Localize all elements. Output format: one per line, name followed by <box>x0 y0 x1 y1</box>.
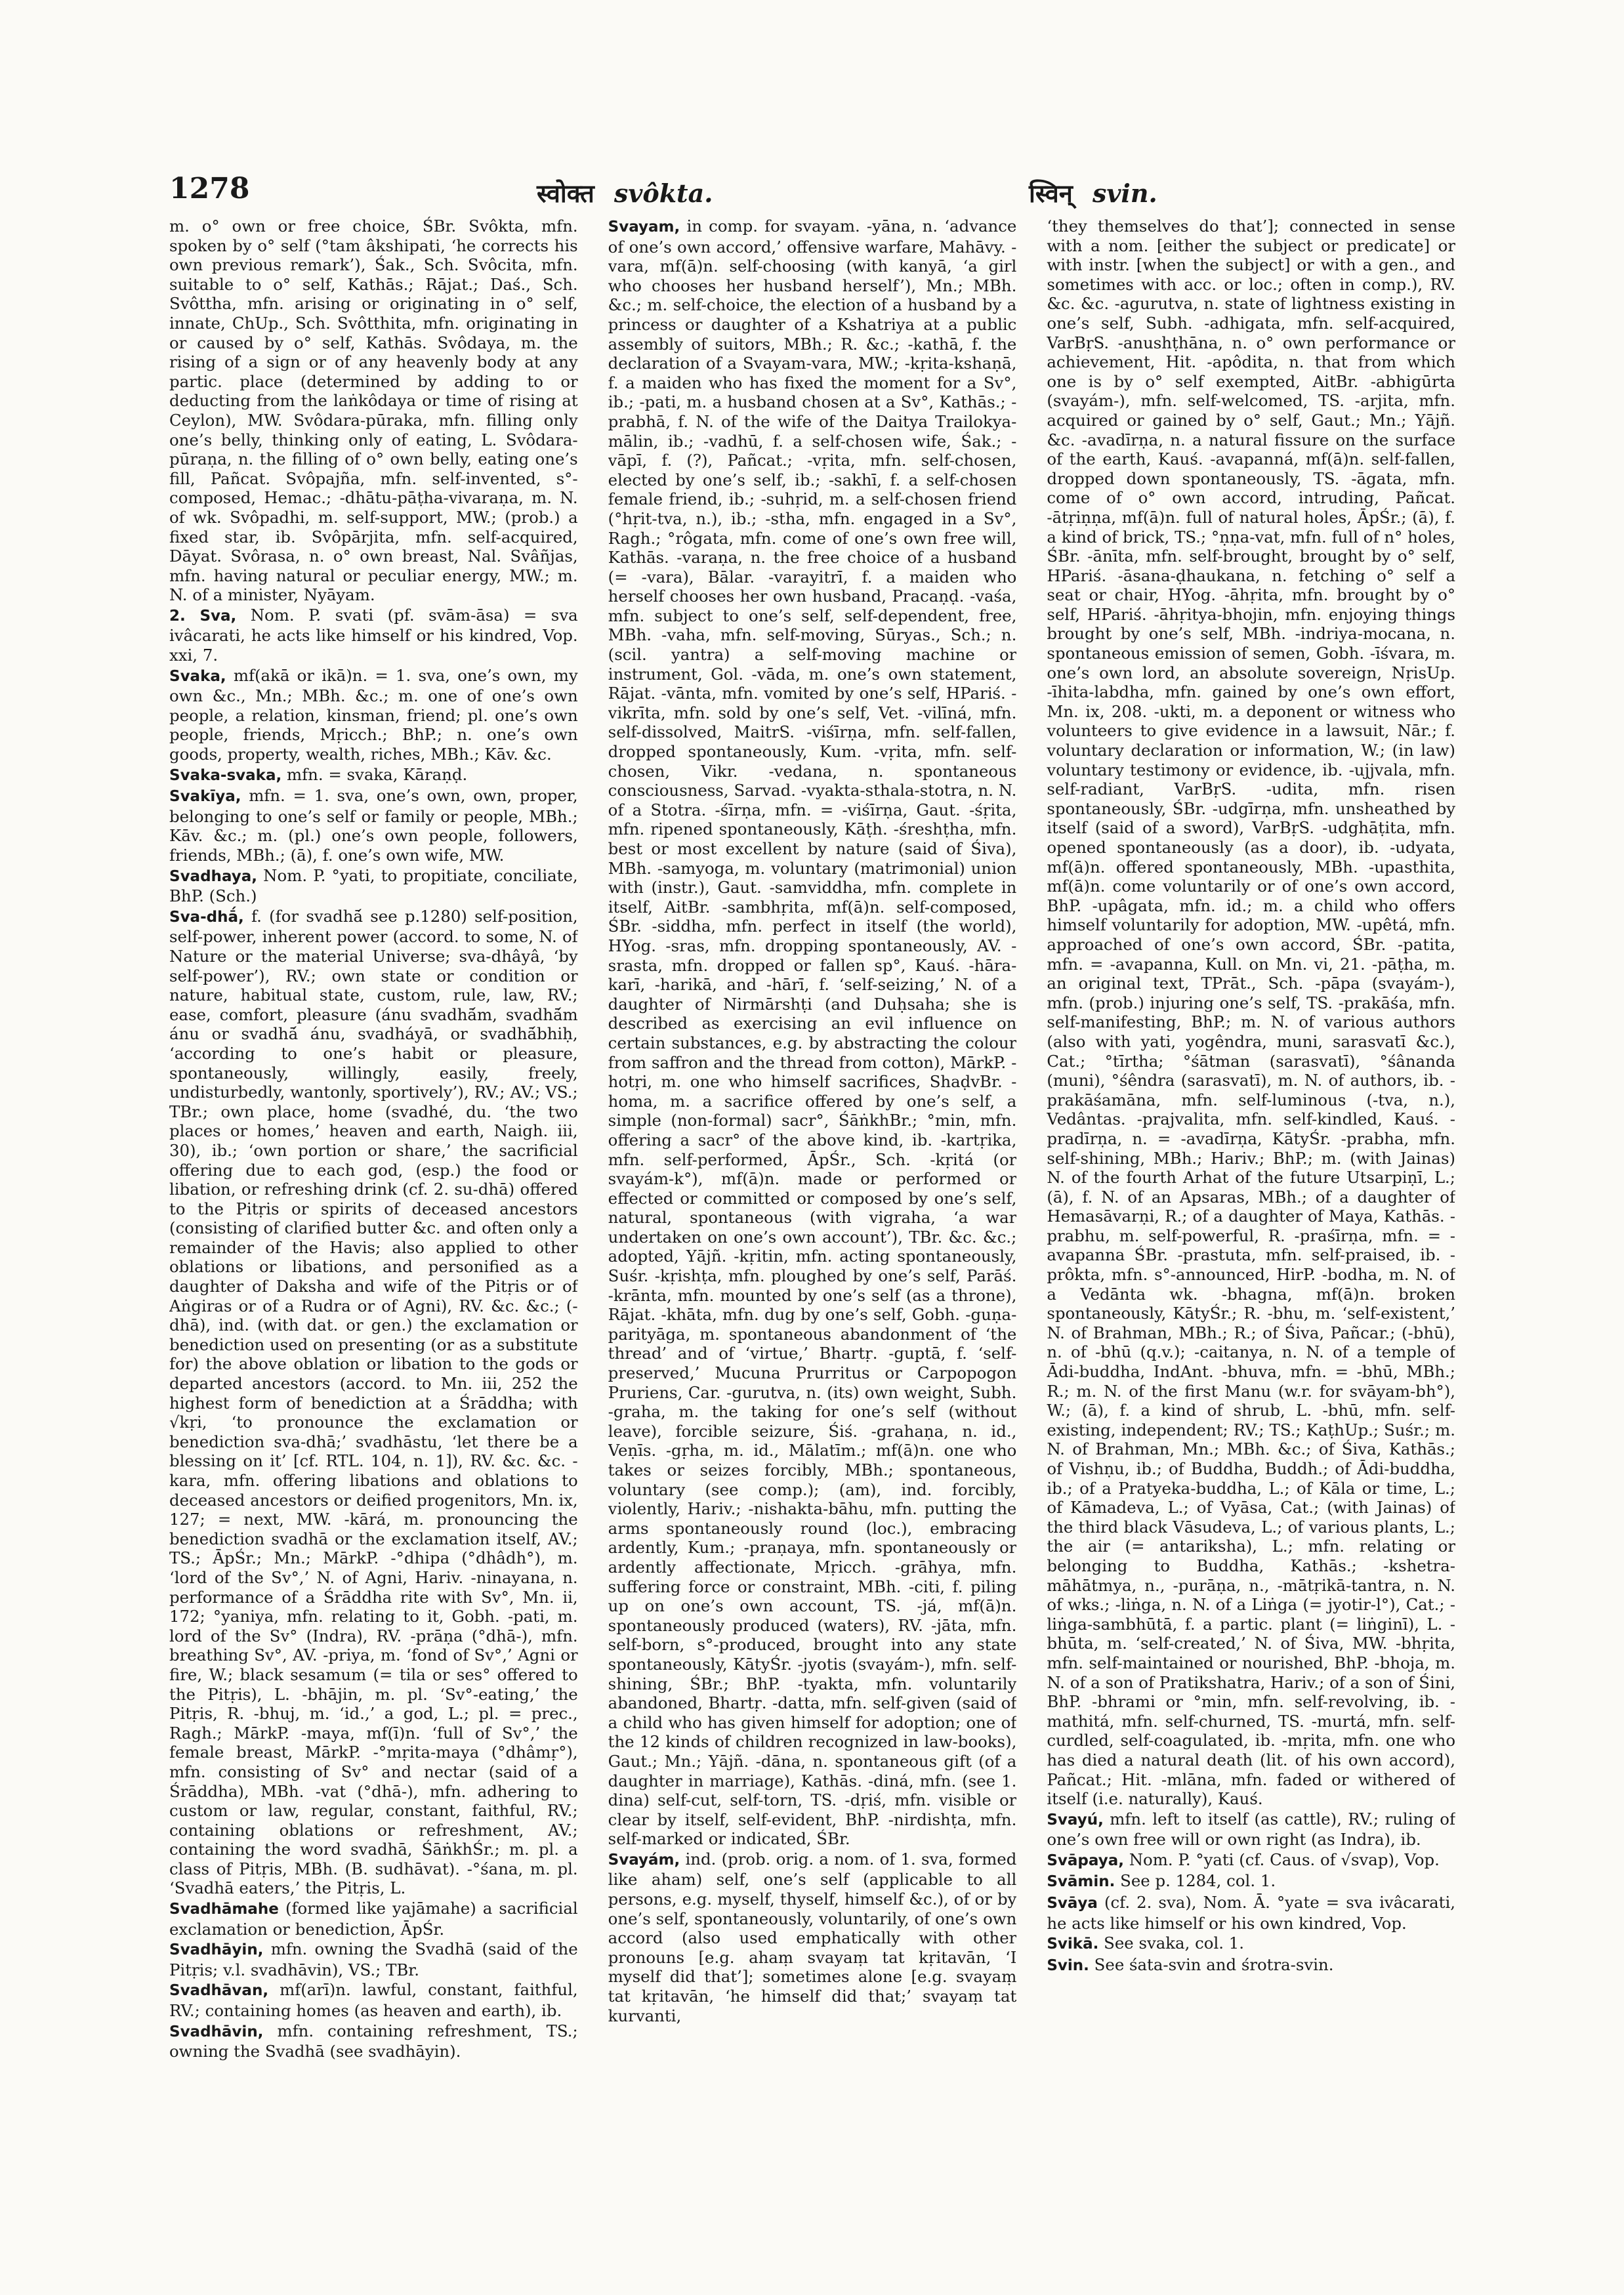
entry-headword: Svaka-svaka, <box>169 766 282 784</box>
dictionary-entry <box>169 606 578 665</box>
right-headword-devanagari: स्विन् <box>1029 179 1073 208</box>
entry-text: mf(arī)n. lawful, constant, faithful, RV.; containing homes (as heaven and earth), ib. <box>169 1980 578 2021</box>
page-number: 1278 <box>169 172 250 205</box>
dictionary-entry <box>1047 1955 1455 1976</box>
entry-text: mfn. containing refreshment, TS.; owning the Svadhā (see svadhāyin). <box>169 2021 578 2061</box>
entry-headword: Sva-dhā́, <box>169 908 244 926</box>
entry-text: Nom. P. svati (pf. svām-āsa) = sva ivâcarati, he acts like himself or his kindred, Vop. xxi, 7. <box>169 605 578 665</box>
entry-text: mfn. = 1. sva, one’s own, own, proper, belonging to one’s self or family or people, MBh.; Kāv. &c.; m. (pl.) one’s own people, followers, friends, MBh.; (ā), f. one’s own wife, MW. <box>169 786 578 865</box>
entry-headword: Svayám, <box>608 1851 680 1869</box>
entry-text: ind. (prob. orig. a nom. of 1. sva, formed like aham) self, one’s self (applicable to all persons, e.g. myself, thyself, himself &c.), of or by one’s self, spontaneously, voluntarily, of one’s own accord (also used emphatically with other pronouns [e.g. ahaṃ svayaṃ tat kṛitavān, ‘I myself did that’]; sometimes alone [e.g. svayaṃ tat kṛitavān, ‘he himself did that;’ svayaṃ tat kurvanti, <box>608 1849 1017 2025</box>
entry-text: See p. 1284, col. 1. <box>1120 1871 1276 1891</box>
entry-text: mfn. owning the Svadhā (said of the Pitṛis; v.l. svadhāvin), VS.; TBr. <box>169 1939 578 1979</box>
entry-headword: 2. Sva, <box>169 607 237 625</box>
entry-headword: Svadhāvan, <box>169 1982 269 2000</box>
entry-headword: Svayú, <box>1047 1811 1104 1829</box>
dictionary-entry <box>1047 1850 1455 1871</box>
dictionary-entry <box>169 786 578 865</box>
entry-text: m. o° own or free choice, ŚBr. Svôkta, mfn. spoken by o° self (°tam âkshipati, ‘he corrects his own previous remark’), Śak., Sch. Svôcita, mfn. suitable to o° self, Kathās.; Rājat.; Daś., Sch. Svôttha, mfn. arising or originating in o° self, innate, ChUp., Sch. Svôtthita, mfn. originating in or caused by o° self, Kathās. Svôdaya, m. the rising of a sign or of any heavenly body at any partic. place (determined by adding to or deducting from the laṅkôdaya or time of rising at Ceylon), MW. Svôdara-pūraka, mfn. filling only one’s belly, thinking only of eating, L. Svôdara-pūraṇa, n. the filling of o° own belly, eating one’s fill, Pañcat. Svôpajña, mfn. self-invented, s°-composed, Hemac.; -dhātu-pāṭha-vivaraṇa, m. N. of wk. Svôpadhi, m. self-support, MW.; (prob.) a fixed star, ib. Svôpārjita, mfn. self-acquired, Dāyat. Svôrasa, n. o° own breast, Nal. Svâñjas, mfn. having natural or peculiar energy, MW.; m. N. of a minister, Nyāyam. <box>169 217 578 605</box>
entry-headword: Svayam, <box>608 218 680 236</box>
entry-text: (cf. 2. sva), Nom. Ā. °yate = sva ivâcarati, he acts like himself or his own kindred, Vop. <box>1047 1893 1456 1933</box>
entry-text: See svaka, col. 1. <box>1104 1933 1245 1953</box>
dictionary-entry <box>169 1899 578 1939</box>
entry-text: Nom. P. °yati, to propitiate, conciliate, BhP. (Sch.) <box>169 865 578 906</box>
entry-text: in comp. for svayam. -yāna, n. ‘advance of one’s own accord,’ offensive warfare, Mahāvy. -vara, mf(ā)n. self-choosing (with kanyā, ‘a girl who chooses her husband herself’), Mn.; MBh. &c.; m. self-choice, the election of a husband by a princess or daughter of a Kshatriya at a public assembly of suitors, MBh.; R. &c.; -kathā, f. the declaration of a Svayam-vara, MW.; -kṛita-kshaṇā, f. a maiden who has fixed the moment for a Sv°, ib.; -pati, m. a husband chosen at a Sv°, Kathās.; -prabhā, f. N. of the wife of the Daitya Trailokya-mālin, ib.; -vadhū, f. a self-chosen wife, Śak.; -vāpī, f. (?), Pañcat.; -vṛita, mfn. self-chosen, elected by one’s self, ib.; -sakhī, f. a self-chosen female friend, ib.; -suhṛid, m. a self-chosen friend (°hṛit-tva, n.), ib.; -stha, mfn. engaged in a Sv°, Ragh.; °rôgata, mfn. come of one’s own free will, Kathās. -varaṇa, n. the free choice of a husband (= -vara), Bālar. -varayitrī, f. a maiden who herself chooses her own husband, Pracaṇḍ. -vaśa, mfn. subject to one’s self, self-dependent, free, MBh. -vaha, mfn. self-moving, Sūryas., Sch.; n. (scil. yantra) a self-moving machine or instrument, Gol. -vāda, m. one’s own statement, Rājat. -vānta, mfn. vomited by one’s self, HPariś. -vikrīta, mfn. sold by one’s self, Vet. -vilīná, mfn. self-dissolved, MaitrS. -viśīrṇa, mfn. self-fallen, dropped spontaneously, Kum. -vṛita, mfn. self-chosen, Vikr. -vedana, n. spontaneous consciousness, Sarvad. -vyakta-sthala-stotra, n. N. of a Stotra. -śīrṇa, mfn. = -viśīrṇa, Gaut. -śṛita, mfn. ripened spontaneously, Kāṭh. -śreshṭha, mfn. best or most excellent by nature (said of Śiva), MBh. -samyoga, m. voluntary (matrimonial) union with (instr.), Gaut. -samviddha, mfn. complete in itself, AitBr. -sambhṛita, mf(ā)n. self-composed, ŚBr. -siddha, mfn. perfect in itself (the world), HYog. -sras, mfn. dropping spontaneously, AV. -srasta, mfn. dropped or fallen sp°, Kauś. -hāra-karī, -harikā, and -hārī, f. ‘self-seizing,’ N. of a daughter of Nirmārshṭi (and Duḥsaha; she is described as exercising an evil influence on certain substances, e.g. by abstracting the colour from saffron and the thread from cotton), MārkP. -hotṛi, m. one who himself sacrifices, ShaḍvBr. -homa, m. a sacrifice offered by one’s self, a simple (non-formal) sacr°, ŚāṅkhBr.; °min, mfn. offering a sacr° of the above kind, ib. -kartṛika, mfn. self-performed, ĀpŚr., Sch. -kṛitá (or svayám-k°), mf(ā)n. made or performed or effected or committed or composed by one’s self, natural, spontaneous (with vigraha, ‘a war undertaken on one’s own account’), TBr. &c. &c.; adopted, Yājñ. -kṛitin, mfn. acting spontaneously, Suśr. -kṛishṭa, mfn. ploughed by one’s self, Parāś. -krānta, mfn. mounted by one’s self (as a throne), Rājat. -khāta, mfn. dug by one’s self, Gobh. -guṇa-parityāga, m. spontaneous abandonment of ‘the thread’ and of ‘virtue,’ Bhartṛ. -guptā, f. ‘self-preserved,’ Mucuna Prurritus or Carpopogon Pruriens, Car. -gurutva, n. (its) own weight, Subh. -graha, m. the taking for one’s self (without leave), forcible seizure, Śiś. -grahaṇa, n. id., Veṇīs. -gṛha, m. id., Mālatīm.; mf(ā)n. one who takes or seizes forcibly, MBh.; spontaneous, voluntary (see comp.); (am), ind. forcibly, violently, Hariv.; -nishakta-bāhu, mfn. putting the arms spontaneously round (loc.), embracing ardently, Kum.; -praṇaya, mfn. spontaneously or ardently affectionate, Mṛicch. -grāhya, mfn. suffering force or constraint, MBh. -citi, f. piling up on one’s own account, TS. -já, mf(ā)n. spontaneously produced (waters), RV. -jāta, mfn. self-born, s°-produced, brought into any state spontaneously, KātyŚr. -jyotis (svayám-), mfn. self-shining, ŚBr.; BhP. -tyakta, mfn. voluntarily abandoned, Bhartṛ. -datta, mfn. self-given (said of a child who has given himself for adoption; one of the 12 kinds of children recognized in law-books), Gaut.; Mn.; Yājñ. -dāna, n. spontaneous gift (of a daughter in marriage), Kathās. -diná, mfn. (see 1. dina) self-cut, self-torn, TS. -dṛiś, mfn. visible or clear by itself, self-evident, BhP. -nirdishṭa, mfn. self-marked or indicated, ŚBr. <box>608 217 1017 1849</box>
dictionary-entry <box>1047 1809 1455 1850</box>
entry-text: Nom. P. °yati (cf. Caus. of √svap), Vop. <box>1129 1850 1440 1869</box>
left-headword-devanagari: स्वोक्त <box>537 179 594 208</box>
entry-headword: Svin. <box>1047 1956 1089 1974</box>
column-2 <box>608 217 1017 2264</box>
right-headword-latin: svin. <box>1092 178 1157 208</box>
entry-text: ‘they themselves do that’]; connected in sense with a nom. [either the subject or predicate] or with instr. [when the subject] or with a gen., and sometimes with acc. or loc.; often in comp.), RV. &c. &c. -agurutva, n. state of lightness existing in one’s self, Subh. -adhigata, mfn. self-acquired, VarBṛS. -anushṭhāna, n. o° own performance or achievement, Hit. -apôdita, n. that from which one is by o° self exempted, AitBr. -abhigūrta (svayám-), mfn. self-welcomed, TS. -arjita, mfn. acquired or gained by o° self, Gaut.; Mn.; Yājñ. &c. -avadīrṇa, n. a natural fissure on the surface of the earth, Kauś. -avapanná, mf(ā)n. self-fallen, dropped down spontaneously, TS. -āgata, mfn. come of o° own accord, intruding, Pañcat. -ātṛiṇṇa, mf(ā)n. full of natural holes, ĀpŚr.; (ā), f. a kind of brick, TS.; °ṇṇa-vat, mfn. full of n° holes, ŚBr. -ānīta, mfn. self-brought, brought by o° self, HPariś. -āsana-ḍhaukana, n. fetching o° self a seat or chair, HYog. -āhṛita, mfn. brought by o° self, HPariś. -āhṛitya-bhojin, mfn. enjoying things brought by one’s self, MBh. -indriya-mocana, n. spontaneous emission of semen, Gobh. -īśvara, m. one’s own lord, an absolute sovereign, NṛisUp. -īhita-labdha, mfn. gained by one’s own effort, Mn. ix, 208. -ukti, m. a deponent or witness who volunteers to give evidence in a lawsuit, Nār.; f. voluntary declaration or information, W.; (in law) voluntary testimony or evidence, ib. -ujjvala, mfn. self-radiant, VarBṛS. -udita, mfn. risen spontaneously, ŚBr. -udgīrṇa, mfn. unsheathed by itself (said of a sword), VarBṛS. -udghāṭita, mfn. opened spontaneously (as a door), ib. -udyata, mf(ā)n. offered spontaneously, MBh. -upasthita, mf(ā)n. come voluntarily or of one’s own accord, BhP. -upâgata, mfn. id.; m. a child who offers himself voluntarily for adoption, MW. -upêtá, mfn. approached of one’s own accord, ŚBr. -patita, mfn. = -avapanna, Kull. on Mn. vi, 21. -pāṭha, m. an original text, TPrāt., Sch. -pāpa (svayám-), mfn. (prob.) injuring one’s self, TS. -prakāśa, mfn. self-manifesting, BhP.; m. N. of various authors (also with yati, yogêndra, muni, sarasvatī &c.), Cat.; °tīrtha; °śātman (sarasvatī), °śânanda (muni), °śêndra (sarasvatī), m. N. of authors, ib. -prakāśamāna, mfn. self-luminous (-tva, n.), Vedântas. -prajvalita, mfn. self-kindled, Kauś. -pradīrṇa, n. = -avadīrṇa, KātyŚr. -prabha, mfn. self-shining, MBh.; Hariv.; BhP.; m. (with Jainas) N. of the fourth Arhat of the future Utsarpiṇī, L.; (ā), f. N. of an Apsaras, MBh.; of a daughter of Hemasāvarṇi, R.; of a daughter of Maya, Kathās. -prabhu, m. self-powerful, R. -praśīrṇa, mfn. = -avapanna ŚBr. -prastuta, mfn. self-praised, ib. -prôkta, mfn. s°-announced, HirP. -bodha, m. N. of a Vedānta wk. -bhagna, mf(ā)n. broken spontaneously, KātyŚr.; R. -bhu, m. ‘self-existent,’ N. of Brahman, MBh.; R.; of Śiva, Pañcar.; (-bhū), n. of -bhū (q.v.); -caitanya, n. N. of a temple of Ādi-buddha, IndAnt. -bhuva, mfn. = -bhū, MBh.; R.; m. N. of the first Manu (w.r. for svāyam-bh°), W.; (ā), f. a kind of shrub, L. -bhū, mfn. self-existing, independent; RV.; TS.; KaṭhUp.; Suśr.; m. N. of Brahman, Mn.; MBh. &c.; of Śiva, Kathās.; of Vishṇu, ib.; of Buddha, Buddh.; of Ādi-buddha, ib.; of a Pratyeka-buddha, L.; of Kāla or time, L.; of Kāmadeva, L.; of Vyāsa, Cat.; (with Jainas) of the third black Vāsudeva, L.; of various plants, L.; the air (= antariksha), L.; mfn. relating or belonging to Buddha, Kathās.; -kshetra-māhātmya, n., -purāṇa, n., -mātṛikā-tantra, n. N. of wks.; -liṅga, n. N. of a Liṅga (= jyotir-l°), Cat.; -liṅga-sambhūtā, f. a partic. plant (= liṅginī), L. -bhūta, m. ‘self-created,’ N. of Śiva, MW. -bhṛita, mfn. self-maintained or nourished, BhP. -bhoja, m. N. of a son of Pratikshatra, Hariv.; of a son of Śini, BhP. -bhrami or °min, mfn. self-revolving, ib. -mathitá, mfn. self-churned, TS. -murtá, mfn. self-curdled, self-coagulated, ib. -mṛita, mfn. one who has died a natural death (lit. of his own accord), Pañcat.; Hit. -mlāna, mfn. faded or withered of itself (i.e. naturally), Kauś. <box>1047 217 1456 1809</box>
entry-headword: Svikā. <box>1047 1935 1099 1953</box>
entry-text: mfn. = svaka, Kāraṇḍ. <box>286 764 468 784</box>
entry-text: (formed like yajāmahe) a sacrificial exclamation or benediction, ĀpŚr. <box>169 1899 578 1939</box>
entry-headword: Svakīya, <box>169 788 241 806</box>
left-running-head <box>537 176 713 210</box>
column-1 <box>169 217 578 2264</box>
dictionary-entry <box>169 666 578 764</box>
page-header <box>169 172 1455 218</box>
dictionary-entry <box>169 765 578 786</box>
dictionary-entry <box>169 1980 578 2020</box>
column-3 <box>1047 217 1455 2264</box>
entry-headword: Svadhāvin, <box>169 2023 264 2040</box>
entry-headword: Svadhāmahe <box>169 1901 279 1918</box>
dictionary-entry <box>169 2021 578 2061</box>
entry-text: mfn. left to itself (as cattle), RV.; ruling of one’s own free will or own right (as Indra), ib. <box>1047 1809 1455 1850</box>
text-columns <box>169 217 1455 2264</box>
dictionary-entry <box>1047 1933 1455 1954</box>
dictionary-entry <box>1047 217 1455 1809</box>
right-running-head <box>1029 176 1157 210</box>
entry-text: See śata-svin and śrotra-svin. <box>1094 1954 1334 1974</box>
dictionary-entry <box>608 217 1017 1849</box>
entry-headword: Svāpaya, <box>1047 1851 1124 1869</box>
left-headword-latin: svôkta. <box>614 178 713 208</box>
entry-headword: Svaka, <box>169 667 226 685</box>
entry-text: f. (for svadhā́ see p.1280) self-position, self-power, inherent power (accord. to some, N. of Nature or the material Universe; sva-dhâyâ, ‘by self-power’), RV.; own state or condition or nature, habitual state, custom, rule, law, RV.; ease, comfort, pleasure (ánu svadhā́m, svadhā́m ánu or svadhā́ ánu, svadháyā, or svadhā́bhiḥ, ‘according to one’s habit or pleasure, spontaneously, willingly, easily, freely, undisturbedly, wantonly, sportively’), RV.; AV.; VS.; TBr.; own place, home (svadhé, du. ‘the two places or homes,’ heaven and earth, Naigh. iii, 30), ib.; ‘own portion or share,’ the sacrificial offering due to each god, (esp.) the food or libation, or refreshing drink (cf. 2. su-dhā) offered to the Pitṛis or spirits of deceased ancestors (consisting of clarified butter &c. and often only a remainder of the Havis; also applied to other oblations or libations, and personified as a daughter of Daksha and wife of the Pitṛis or of Aṅgiras or of a Rudra or of Agni), RV. &c. &c.; (-dhā), ind. (with dat. or gen.) the exclamation or benediction used on presenting (or as a substitute for) the above oblation or libation to the gods or departed ancestors (accord. to Mn. iii, 252 the highest form of benediction at a Śrāddha; with √kṛi, ‘to pronounce the exclamation or benediction sva-dhā;’ svadhāstu, ‘let there be a blessing on it’ [cf. RTL. 104, n. 1]), RV. &c. &c. -kara, mfn. offering libations and oblations to deceased ancestors or deified progenitors, Mn. ix, 127; = next, MW. -kārá, m. pronouncing the benediction svadhā or the exclamation itself, AV.; TS.; ĀpŚr.; Mn.; MārkP. -°dhipa (°dhâdh°), m. ‘lord of the Sv°,’ N. of Agni, Hariv. -ninayana, n. performance of a Śrāddha rite with Sv°, Mn. ii, 172; °yaniya, mfn. relating to it, Gobh. -pati, m. lord of the Sv° (Indra), RV. -prāṇa (°dhā-), mfn. breathing Sv°, AV. -priya, m. ‘fond of Sv°,’ Agni or fire, W.; black sesamum (= tila or ses° offered to the Pitṛis), L. -bhājin, m. pl. ‘Sv°-eating,’ the Pitṛis, R. -bhuj, m. ‘id.,’ a god, L.; pl. = prec., Ragh.; MārkP. -maya, mf(ī)n. ‘full of Sv°,’ the female breast, MārkP. -°mṛita-maya (°dhâmṛ°), mfn. consisting of Sv° and nectar (said of a Śrāddha), MBh. -vat (°dhā-), mfn. adhering to custom or law, regular, constant, faithful, RV.; containing oblations or refreshment, AV.; containing the word svadhā, ŚāṅkhŚr.; m. pl. a class of Pitṛis, MBh. (B. sudhāvat). -°śana, m. pl. ‘Svadhā eaters,’ the Pitṛis, L. <box>169 906 578 1898</box>
dictionary-entry <box>169 866 578 906</box>
dictionary-entry <box>608 1850 1017 2025</box>
entry-text: mf(akā or ikā)n. = 1. sva, one’s own, my own &c., Mn.; MBh. &c.; m. one of one’s own people, a relation, kinsman, friend; pl. one’s own people, friends, Mṛicch.; BhP.; n. one’s own goods, property, wealth, riches, MBh.; Kāv. &c. <box>169 665 578 764</box>
dictionary-entry <box>1047 1871 1455 1892</box>
entry-headword: Svadhaya, <box>169 867 257 885</box>
dictionary-entry <box>169 907 578 1898</box>
dictionary-entry <box>169 1939 578 1979</box>
dictionary-entry <box>169 217 578 605</box>
entry-headword: Svāya <box>1047 1895 1098 1912</box>
dictionary-entry <box>1047 1893 1455 1933</box>
entry-headword: Svadhāyin, <box>169 1941 264 1959</box>
entry-headword: Svāmin. <box>1047 1873 1115 1891</box>
